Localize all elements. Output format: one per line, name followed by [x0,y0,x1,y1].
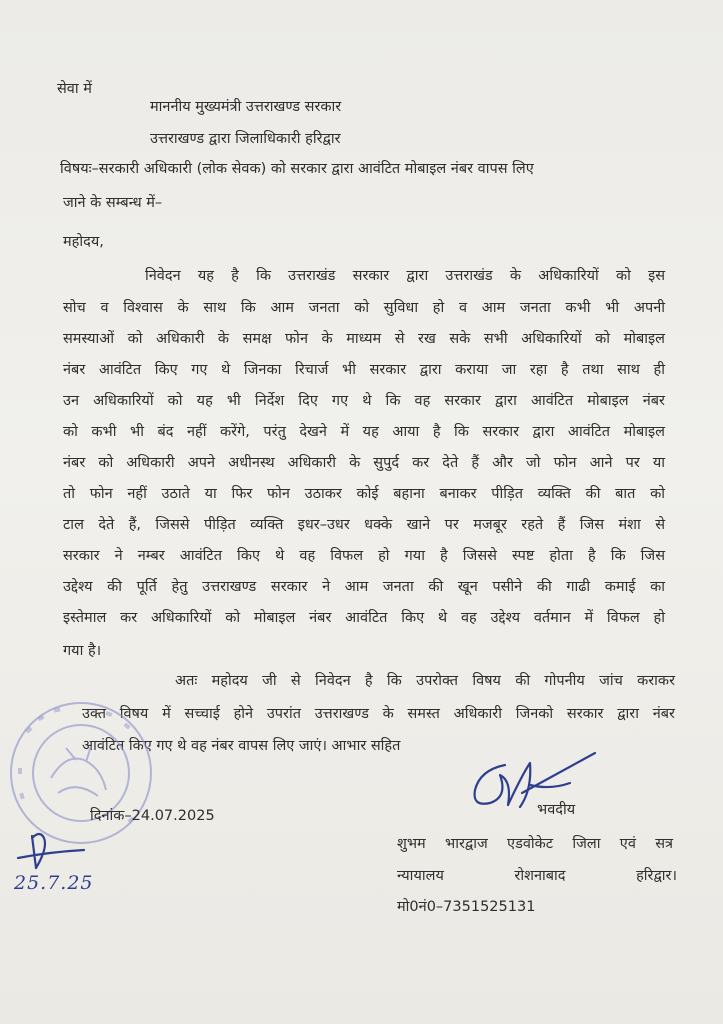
subject-line-2: जाने के सम्बन्ध में– [63,195,163,211]
request-line: आवंटित किए गए थे वह नंबर वापस लिए जाएं। आभार सहित [82,738,401,754]
addressee-line-2: उत्तराखण्ड द्वारा जिलाधिकारी हरिद्वार [150,131,341,147]
body-line: समस्याओं को अधिकारी के समक्ष फोन के माध्यम से रख सके सभी अधिकारियों को मोबाइल [63,331,665,347]
addressee-line-1: माननीय मुख्यमंत्री उत्तराखण्ड सरकार [150,99,342,115]
body-line: गया है। [63,643,102,659]
date-line: दिनांक–24.07.2025 [90,808,215,824]
body-line: इस्तेमाल कर अधिकारियों को मोबाइल नंबर आवंटित किए थे वह उद्देश्य वर्तमान में विफल हो [63,610,665,626]
closing: भवदीय [537,802,576,818]
body-line: उद्देश्य की पूर्ति हेतु उत्तराखण्ड सरकार ने आम जनता की खून पसीने की गाढी कमाई का [63,579,665,595]
sender-signature [460,745,610,825]
sender-line-2 [397,866,677,886]
receipt-initials [14,828,94,878]
body-line: उन अधिकारियों को यह भी निर्देश दिए गए थे कि वह सरकार द्वारा आवंटित मोबाइल नंबर [63,393,665,409]
body-line: सोच व विश्वास के साथ कि आम जनता को सुविधा हो व आम जनता कभी भी अपनी [63,300,665,316]
body-line: नंबर आवंटित किए गए थे जिनका रिचार्ज भी सरकार द्वारा कराया जा रहा है तथा साथ ही [63,362,665,378]
salutation-to: सेवा में [57,81,92,97]
handwritten-date: 25.7.25 [14,872,94,894]
body-line: टाल देते हैं, जिससे पीड़ित व्यक्ति इधर–उधर धक्के खाने पर मजबूर रहते हैं जिस मंशा से [63,517,665,533]
sender-line-1: शुभम भारद्वाज एडवोकेट जिला एवं सत्र [397,836,673,852]
subject-line-1: विषयः–सरकारी अधिकारी (लोक सेवक) को सरकार द्वारा आवंटित मोबाइल नंबर वापस लिए [60,161,534,177]
greeting: महोदय, [63,234,104,250]
sender-word: हरिद्वार। [636,868,677,884]
body-line: निवेदन यह है कि उत्तराखंड सरकार द्वारा उत्तराखंड के अधिकारियों को इस [145,268,665,284]
phone-line: मो0नं0–7351525131 [397,899,536,915]
sender-word: न्यायालय [397,868,444,884]
sender-word: रोशनाबाद [514,868,566,884]
body-line: सरकार ने नम्बर आवंटित किए थे वह विफल हो गया है जिससे स्पष्ट होता है कि जिस [63,548,665,564]
request-line: उक्त विषय में सच्चाई होने उपरांत उत्तराखण्ड के समस्त अधिकारी जिनको सरकार द्वारा नंबर [82,706,675,722]
body-line: तो फोन नहीं उठाते या फिर फोन उठाकर कोई बहाना बनाकर पीड़ित व्यक्ति की बात को [63,486,665,502]
body-line: नंबर को अधिकारी अपने अधीनस्थ अधिकारी के सुपुर्द कर देते हैं और जो फोन आने पर या [63,455,665,471]
body-line: को कभी भी बंद नहीं करेंगे, परंतु देखने में यह आया है कि सरकार द्वारा आवंटित मोबाइल [63,424,665,440]
request-line: अतः महोदय जी से निवेदन है कि उपरोक्त विषय की गोपनीय जांच कराकर [175,673,675,689]
